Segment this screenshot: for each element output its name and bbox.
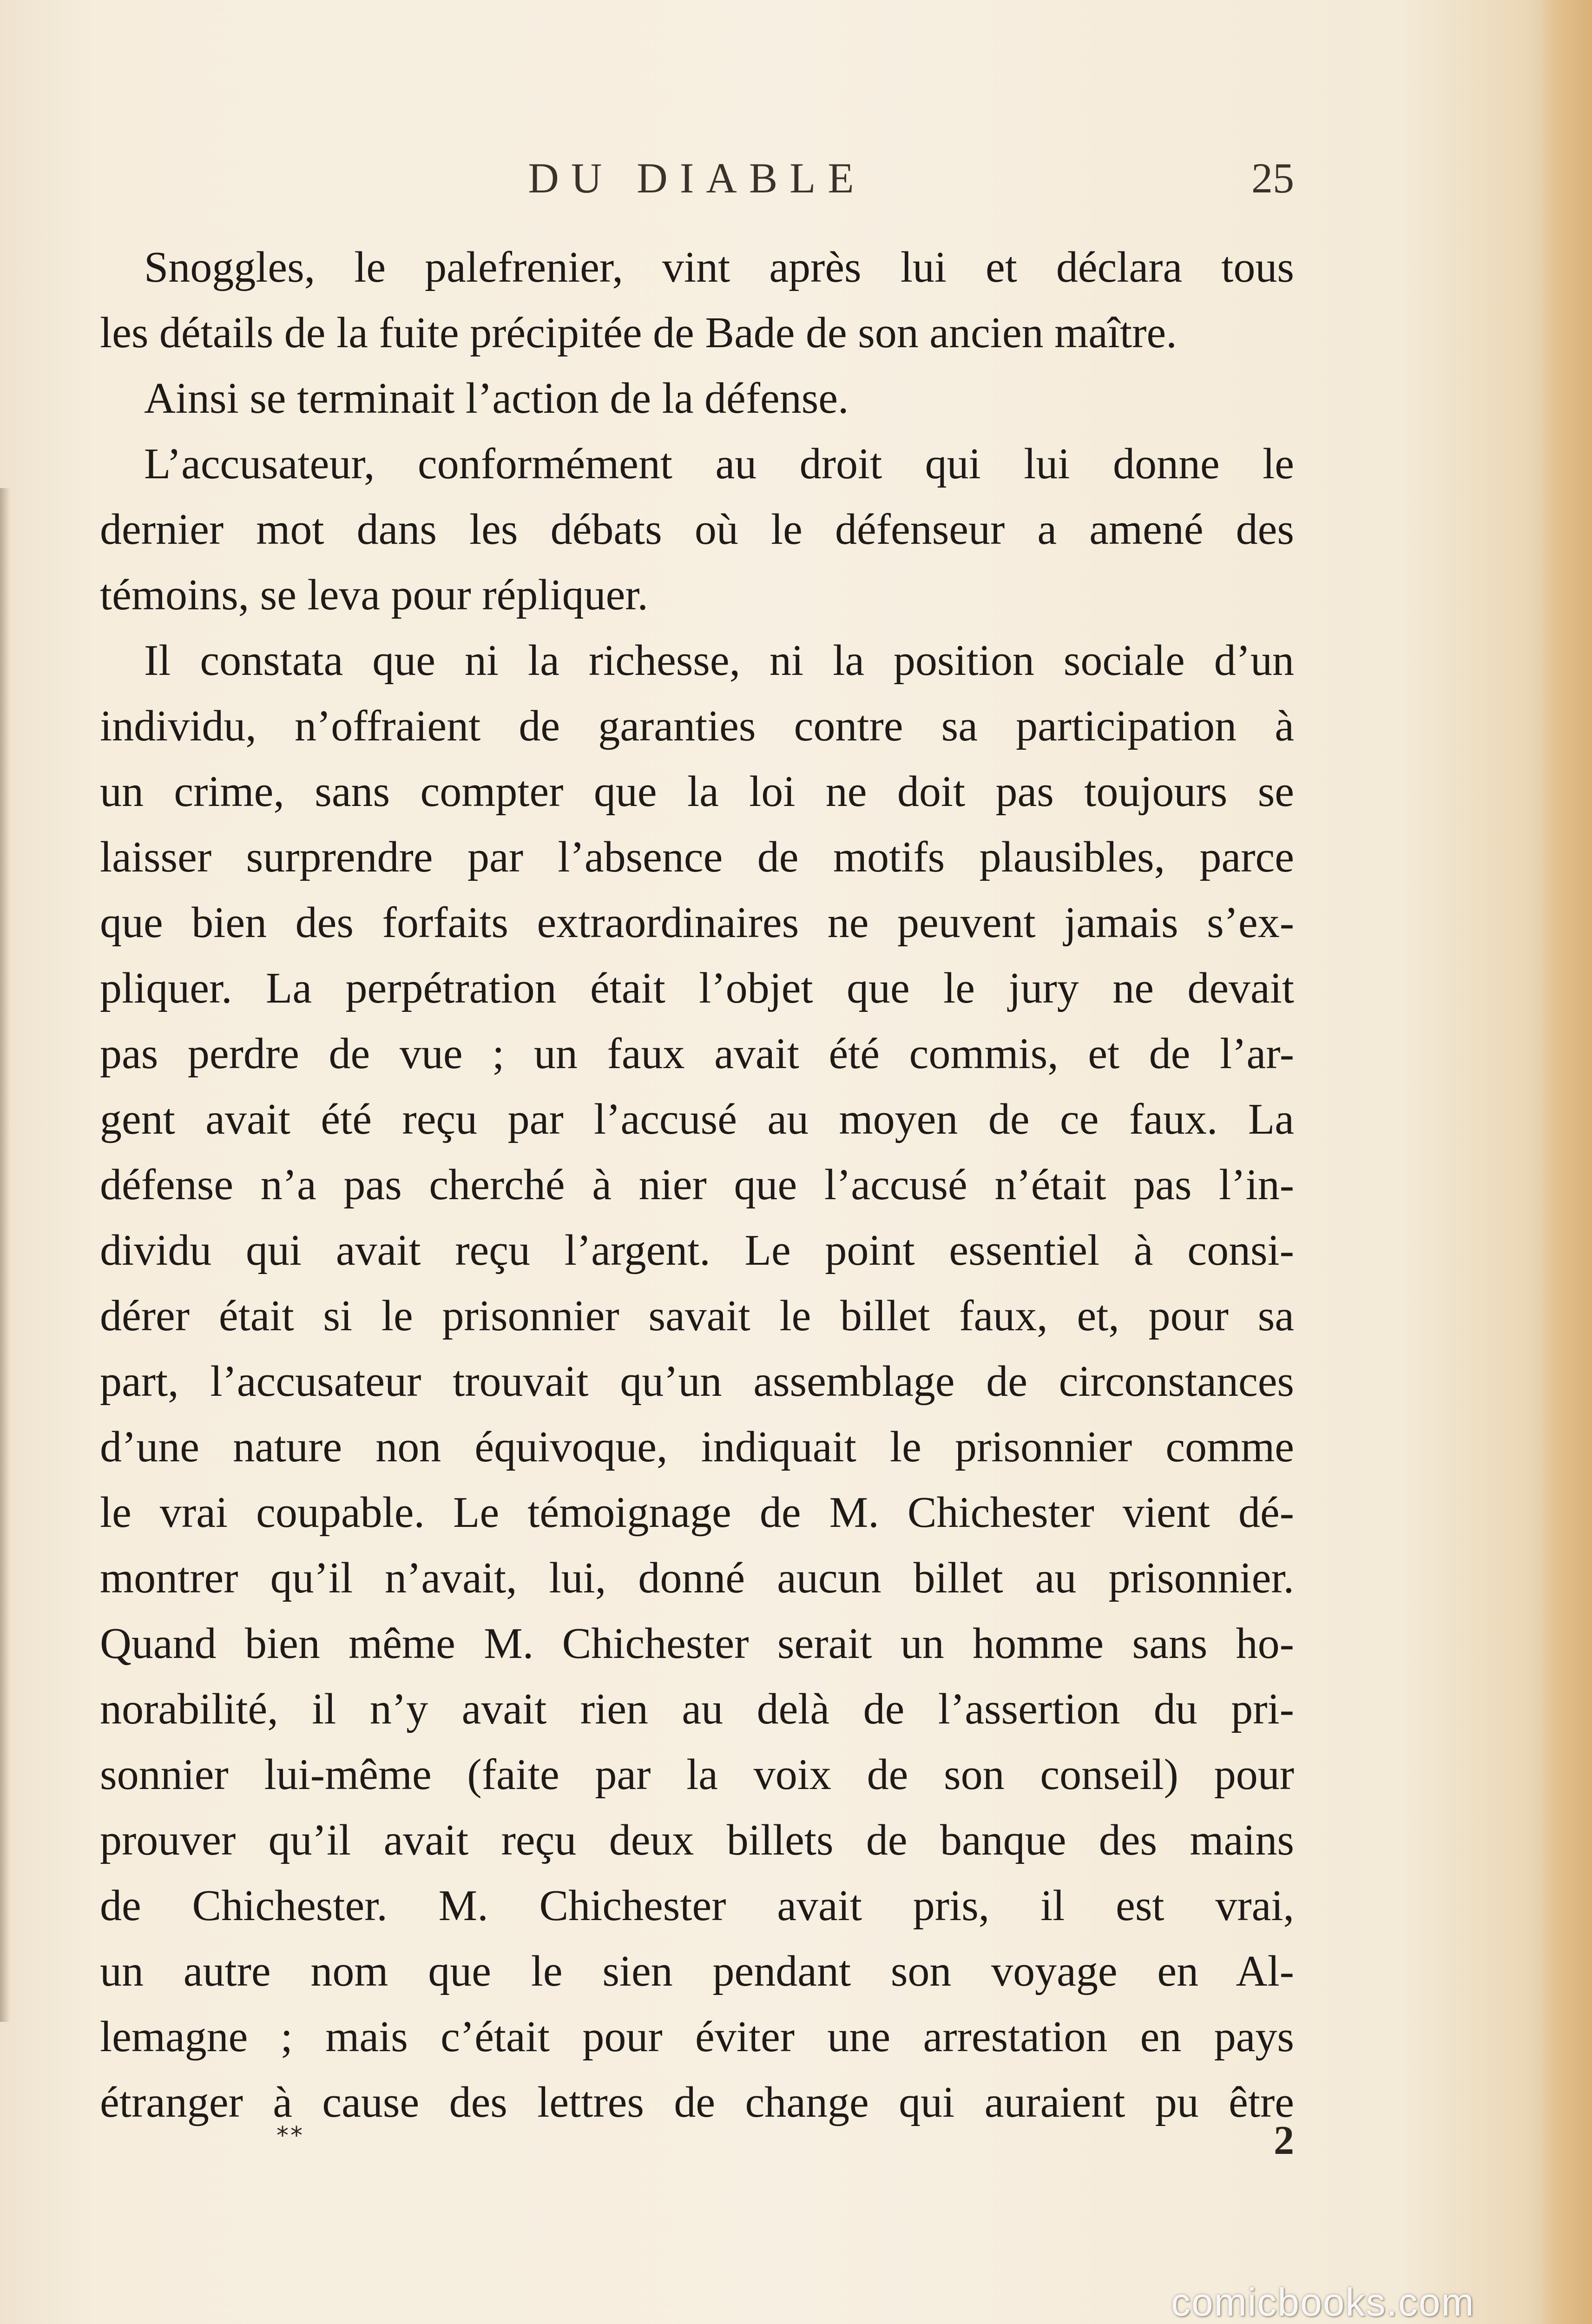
text-line: pas perdre de vue ; un faux avait été commis, et de l’ar- — [100, 1030, 1294, 1078]
text-line: prouver qu’il avait reçu deux billets de banque des mains — [100, 1816, 1294, 1864]
text-line: étranger à cause des lettres de change qui auraient pu être — [100, 2078, 1294, 2126]
text-line: le vrai coupable. Le témoignage de M. Chichester vient dé- — [100, 1488, 1294, 1537]
text-line: lemagne ; mais c’était pour éviter une arrestation en pays — [100, 2013, 1294, 2061]
page-edge-discoloration — [1541, 0, 1592, 2324]
text-line: L’accusateur, conformément au droit qui lui donne le — [144, 440, 1294, 488]
watermark: comicbooks.com — [1171, 2280, 1475, 2324]
text-line: dernier mot dans les débats où le défenseur a amené des — [100, 505, 1294, 554]
text-line: que bien des forfaits extraordinaires ne peuvent jamais s’ex- — [100, 898, 1294, 947]
body-text — [100, 235, 1294, 2135]
text-line: part, l’accusateur trouvait qu’un assemblage de circonstances — [100, 1357, 1294, 1406]
page-number: 25 — [1251, 154, 1294, 202]
signature-mark: ** — [276, 2122, 304, 2150]
text-line: individu, n’offraient de garanties contre sa participation à — [100, 702, 1294, 750]
page-footer — [100, 2118, 1294, 2178]
text-line: un autre nom que le sien pendant son voyage en Al- — [100, 1947, 1294, 1995]
text-line: les détails de la fuite précipitée de Bade de son ancien maître. — [100, 309, 1177, 357]
page-gutter-shadow — [0, 488, 10, 2022]
text-line: dividu qui avait reçu l’argent. Le point essentiel à consi- — [100, 1226, 1294, 1274]
text-line: Quand bien même M. Chichester serait un homme sans ho- — [100, 1619, 1294, 1668]
text-line: un crime, sans compter que la loi ne doit pas toujours se — [100, 767, 1294, 816]
text-line: Snoggles, le palefrenier, vint après lui et déclara tous — [144, 243, 1294, 291]
signature-number: 2 — [1274, 2118, 1294, 2163]
text-line: Ainsi se terminait l’action de la défense. — [144, 374, 849, 423]
text-line: laisser surprendre par l’absence de motifs plausibles, parce — [100, 833, 1294, 881]
text-line: dérer était si le prisonnier savait le billet faux, et, pour sa — [100, 1292, 1294, 1340]
text-line: de Chichester. M. Chichester avait pris, il est vrai, — [100, 1882, 1294, 1930]
text-line: défense n’a pas cherché à nier que l’accusé n’était pas l’in- — [100, 1161, 1294, 1209]
text-line: témoins, se leva pour répliquer. — [100, 571, 648, 619]
page-header — [100, 153, 1294, 218]
text-line: sonnier lui-même (faite par la voix de son conseil) pour — [100, 1750, 1294, 1799]
running-title: DU DIABLE — [528, 154, 866, 202]
text-line: Il constata que ni la richesse, ni la position sociale d’un — [144, 636, 1294, 685]
text-line: d’une nature non équivoque, indiquait le prisonnier comme — [100, 1423, 1294, 1471]
text-line: norabilité, il n’y avait rien au delà de l’assertion du pri- — [100, 1685, 1294, 1733]
text-line: montrer qu’il n’avait, lui, donné aucun billet au prisonnier. — [100, 1554, 1294, 1602]
text-line: gent avait été reçu par l’accusé au moyen de ce faux. La — [100, 1095, 1294, 1143]
text-line: pliquer. La perpétration était l’objet que le jury ne devait — [100, 964, 1294, 1012]
